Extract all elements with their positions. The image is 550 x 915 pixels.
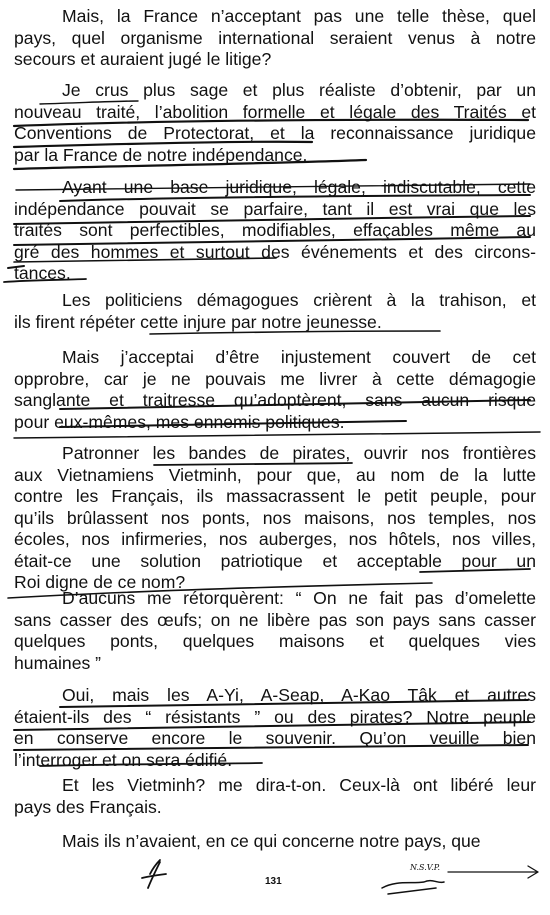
text-line: aux Vietnamiens Vietminh, pour que, au nom de la lutte [14, 464, 536, 485]
text-line: contre les Français, ils massacrassent le petit peuple, pour [14, 486, 536, 506]
text-line: sans casser des œufs; on ne libère pas son pays sans casser [14, 609, 536, 630]
paragraph [14, 588, 536, 674]
text-line: Oui, mais les A-Yi, A-Seap, A-Kao Tâk et autres [62, 685, 536, 705]
paragraph [14, 347, 536, 433]
text-line: Mais j’acceptai d’être injustement couvert de cet [62, 347, 536, 367]
text-line: par la France de notre indépendance. [14, 144, 308, 165]
arrow-mark [448, 866, 538, 878]
footer-annotation: N.S.V.P. [410, 863, 440, 872]
paragraph [14, 290, 536, 333]
text-line: Roi digne de ce nom? [14, 572, 186, 592]
initial-mark [142, 860, 166, 888]
paragraph [14, 177, 536, 285]
text-line: D’aucuns me rétorquèrent: “ On ne fait pas d’omelette [62, 588, 536, 608]
signature-mark [382, 881, 444, 894]
text-line: ils firent répéter cette injure par notre jeunesse. [14, 311, 382, 332]
text-line: Ayant une base juridique, légale, indiscutable, cette [62, 177, 536, 197]
text-line: indépendance pouvait se parfaire, tant il est vrai que les [14, 198, 536, 219]
text-line: qu’ils brûlassent nos ponts, nos maisons, nos temples, nos [14, 507, 536, 528]
text-line: Je crus plus sage et plus réaliste d’obtenir, par un [62, 80, 536, 100]
text-line: nouveau traité, l’abolition formelle et légale des Traités et [14, 101, 536, 122]
text-line: Mais ils n’avaient, en ce qui concerne notre pays, que [62, 831, 481, 851]
text-line: l’interroger et on sera édifié. [14, 749, 233, 770]
text-line: pour eux-mêmes, mes ennemis politiques. [14, 411, 345, 432]
text-line: sanglante et traitresse qu’adoptèrent, sans aucun risque [14, 390, 536, 410]
text-line: quelques ponts, quelques maisons et quelques vies [14, 631, 536, 651]
text-line: tances. [14, 263, 71, 283]
text-line: Mais, la France n’acceptant pas une telle thèse, quel [62, 6, 536, 26]
text-line: étaient-ils des “ résistants ” ou des pirates? Notre peuple [14, 706, 536, 727]
text-line: gré des hommes et surtout des événements et des circons- [14, 241, 536, 262]
text-line: Les politiciens démagogues crièrent à la trahison, et [62, 290, 536, 310]
text-line: était-ce une solution patriotique et acceptable pour un [14, 550, 536, 571]
paragraph [14, 831, 536, 853]
paragraph [14, 443, 536, 594]
text-line: Et les Vietminh? me dira-t-on. Ceux-là ont libéré leur [62, 775, 536, 795]
text-line: Conventions de Protectorat, et la reconnaissance juridique [14, 123, 536, 143]
text-line: opprobre, car je ne pouvais me livrer à cette démagogie [14, 368, 536, 389]
text-line: secours et auraient jugé le litige? [14, 49, 272, 69]
paragraph [14, 775, 536, 818]
text-line: Patronner les bandes de pirates, ouvrir nos frontières [62, 443, 536, 463]
paragraph [14, 80, 536, 166]
paragraph [14, 685, 536, 771]
page-number: 131 [265, 876, 282, 887]
text-line: en conserve encore le souvenir. Qu’on veuille bien [14, 728, 536, 748]
text-line: pays des Français. [14, 796, 162, 817]
text-line: pays, quel organisme international seraient venus à notre [14, 27, 536, 48]
text-line: écoles, nos infirmeries, nos auberges, nos hôtels, nos villes, [14, 529, 536, 549]
text-line: humaines ” [14, 652, 102, 673]
text-line: traités sont perfectibles, modifiables, effaçables même au [14, 220, 536, 240]
paragraph [14, 6, 536, 71]
